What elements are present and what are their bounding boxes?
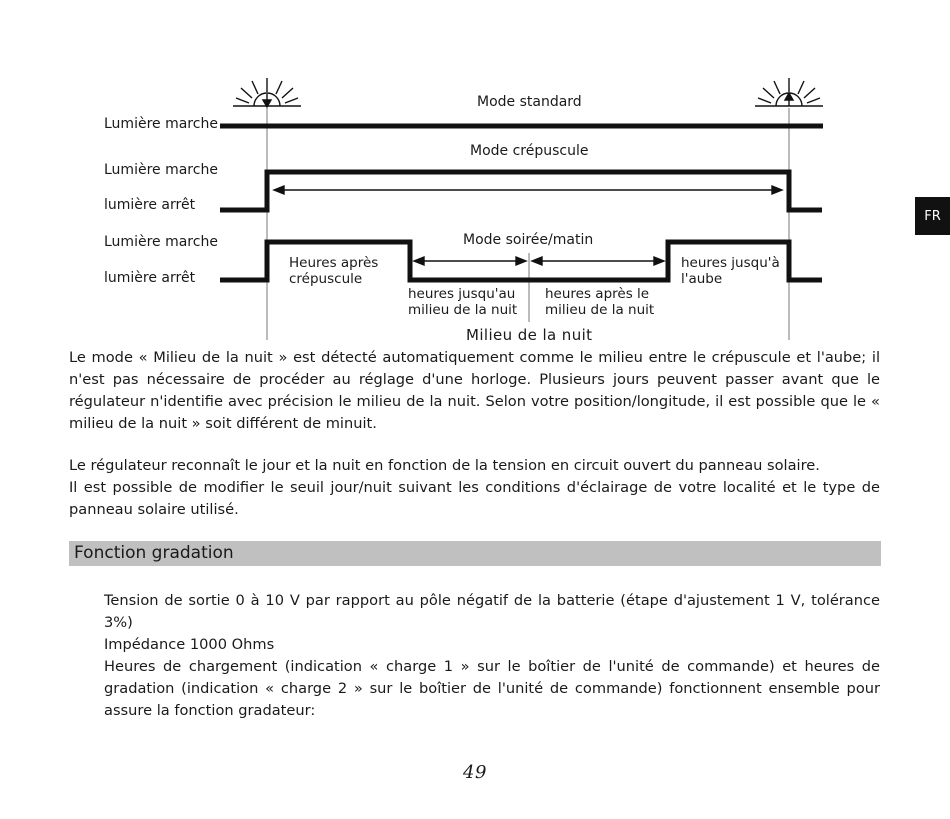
dusk-signal	[220, 172, 822, 210]
row2-off-label: lumière arrêt	[104, 197, 196, 213]
day-night-line-1: Le régulateur reconnaît le jour et la nuit en fonction de la tension en circuit ouvert du panneau solaire.	[69, 457, 820, 474]
sunrise-icon	[755, 78, 823, 106]
after-dusk-label: Heures après crépuscule	[289, 255, 379, 287]
section-items	[104, 590, 880, 722]
until-midnight-label: heures jusqu'au milieu de la nuit	[408, 286, 518, 318]
charge-hours-item: Heures de chargement (indication « charge 1 » sur le boîtier de l'unité de commande) et heures de gradation (indication « charge 2 » sur le boîtier de l'unité de commande) fonctionnent ensemble pour assure la fonction gradateur:	[104, 658, 880, 719]
evening-morning-mode-label: Mode soirée/matin	[463, 232, 594, 248]
midnight-explanation-paragraph: Le mode « Milieu de la nuit » est détecté automatiquement comme le milieu entre le crépuscule et l'aube; il n'est pas nécessaire de procéder au réglage d'une horloge. Plusieurs jours peuvent passer avant que le régulateur n'identifie avec précision le milieu de la nuit. Selon votre position/longitude, il est possible que le « milieu de la nuit » soit différent de minuit.	[69, 349, 880, 432]
standard-mode-label: Mode standard	[477, 94, 582, 110]
dusk-mode-label: Mode crépuscule	[470, 143, 589, 159]
day-night-paragraph	[69, 455, 880, 521]
evening-morning-arrows	[414, 257, 664, 265]
after-midnight-label: heures après le milieu de la nuit	[545, 286, 655, 318]
impedance-item: Impédance 1000 Ohms	[104, 636, 275, 653]
language-tab: FR	[915, 197, 950, 235]
dusk-duration-arrow	[274, 186, 782, 194]
output-voltage-item: Tension de sortie 0 à 10 V par rapport au pôle négatif de la batterie (étape d'ajustement 1 V, tolérance 3%)	[104, 592, 880, 631]
row3-on-label: Lumière marche	[104, 234, 218, 250]
row1-on-label: Lumière marche	[104, 116, 218, 132]
sunset-icon	[233, 78, 301, 107]
page-number: 49	[463, 762, 487, 783]
until-dawn-label: heures jusqu'à l'aube	[681, 255, 780, 287]
row2-on-label: Lumière marche	[104, 162, 218, 178]
day-night-line-2: Il est possible de modifier le seuil jour/nuit suivant les conditions d'éclairage de votre localité et le type de panneau solaire utilisé.	[69, 479, 880, 518]
midnight-label: Milieu de la nuit	[466, 326, 593, 344]
section-title: Fonction gradation	[74, 543, 234, 563]
row3-off-label: lumière arrêt	[104, 270, 196, 286]
